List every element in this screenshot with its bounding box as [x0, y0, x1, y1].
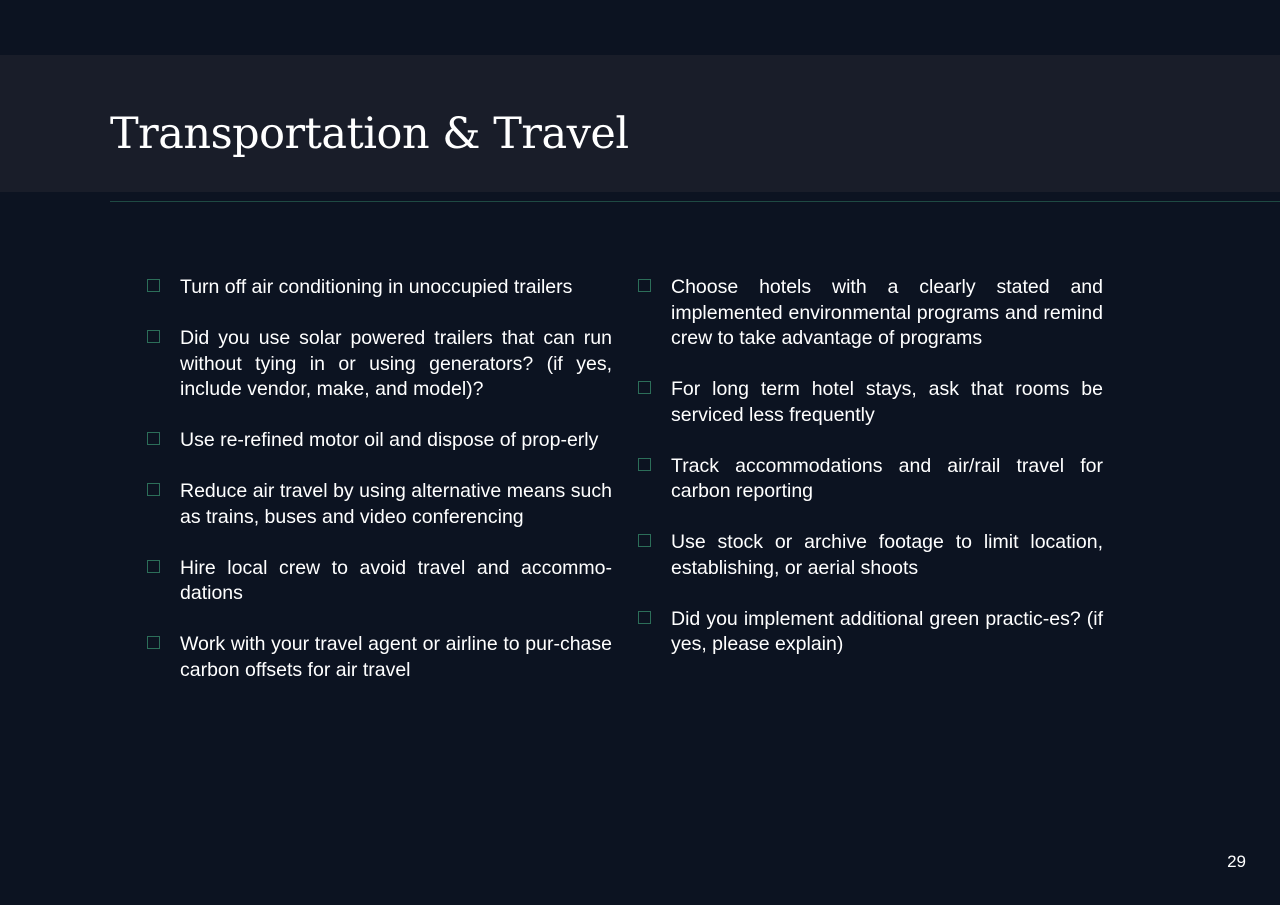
checklist-item [146, 428, 612, 454]
page-title: Transportation & Travel [110, 109, 629, 159]
checklist-item [637, 275, 1103, 352]
checklist-item-text: Track accommodations and air/rail travel for carbon reporting [671, 454, 1103, 502]
checkbox[interactable] [147, 560, 160, 573]
checklist-item-text: Turn off air conditioning in unoccupied trailers [180, 276, 573, 298]
checklist-item-text: Use stock or archive footage to limit location, establishing, or aerial shoots [671, 531, 1103, 579]
checklist-item-text: Work with your travel agent or airline to pur-chase carbon offsets for air travel [180, 633, 612, 681]
checklist-item [637, 377, 1103, 428]
checkbox[interactable] [147, 483, 160, 496]
checklist-right-column [637, 275, 1103, 658]
checklist-item [146, 479, 612, 530]
checklist-item [146, 275, 612, 301]
checkbox[interactable] [638, 534, 651, 547]
checklist-item [146, 326, 612, 403]
page-number: 29 [1227, 852, 1246, 871]
checklist-item [146, 632, 612, 683]
checklist-left-column [146, 275, 612, 683]
checkbox[interactable] [638, 279, 651, 292]
checklist-item-text: Hire local crew to avoid travel and accommo-dations [180, 556, 612, 604]
checklist-item [637, 530, 1103, 581]
checklist-item [146, 556, 612, 607]
checklist-item-text: Choose hotels with a clearly stated and implemented environmental programs and remind crew to take advantage of programs [671, 276, 1103, 349]
checklist-item-text: Reduce air travel by using alternative means such as trains, buses and video conferencing [180, 480, 612, 528]
checklist-item-text: Use re-refined motor oil and dispose of prop-erly [180, 429, 599, 451]
checkbox[interactable] [147, 279, 160, 292]
checkbox[interactable] [638, 611, 651, 624]
checkbox[interactable] [147, 432, 160, 445]
checklist-item [637, 454, 1103, 505]
checkbox[interactable] [147, 330, 160, 343]
checklist-item-text: Did you use solar powered trailers that can run without tying in or using generators? (if yes, include vendor, make, and model)? [180, 327, 612, 400]
title-divider [110, 201, 1280, 202]
checkbox[interactable] [638, 381, 651, 394]
checklist-item-text: Did you implement additional green practic-es? (if yes, please explain) [671, 607, 1103, 655]
checklist-item [637, 607, 1103, 658]
checkbox[interactable] [638, 458, 651, 471]
checklist-item-text: For long term hotel stays, ask that rooms be serviced less frequently [671, 378, 1103, 426]
checkbox[interactable] [147, 636, 160, 649]
